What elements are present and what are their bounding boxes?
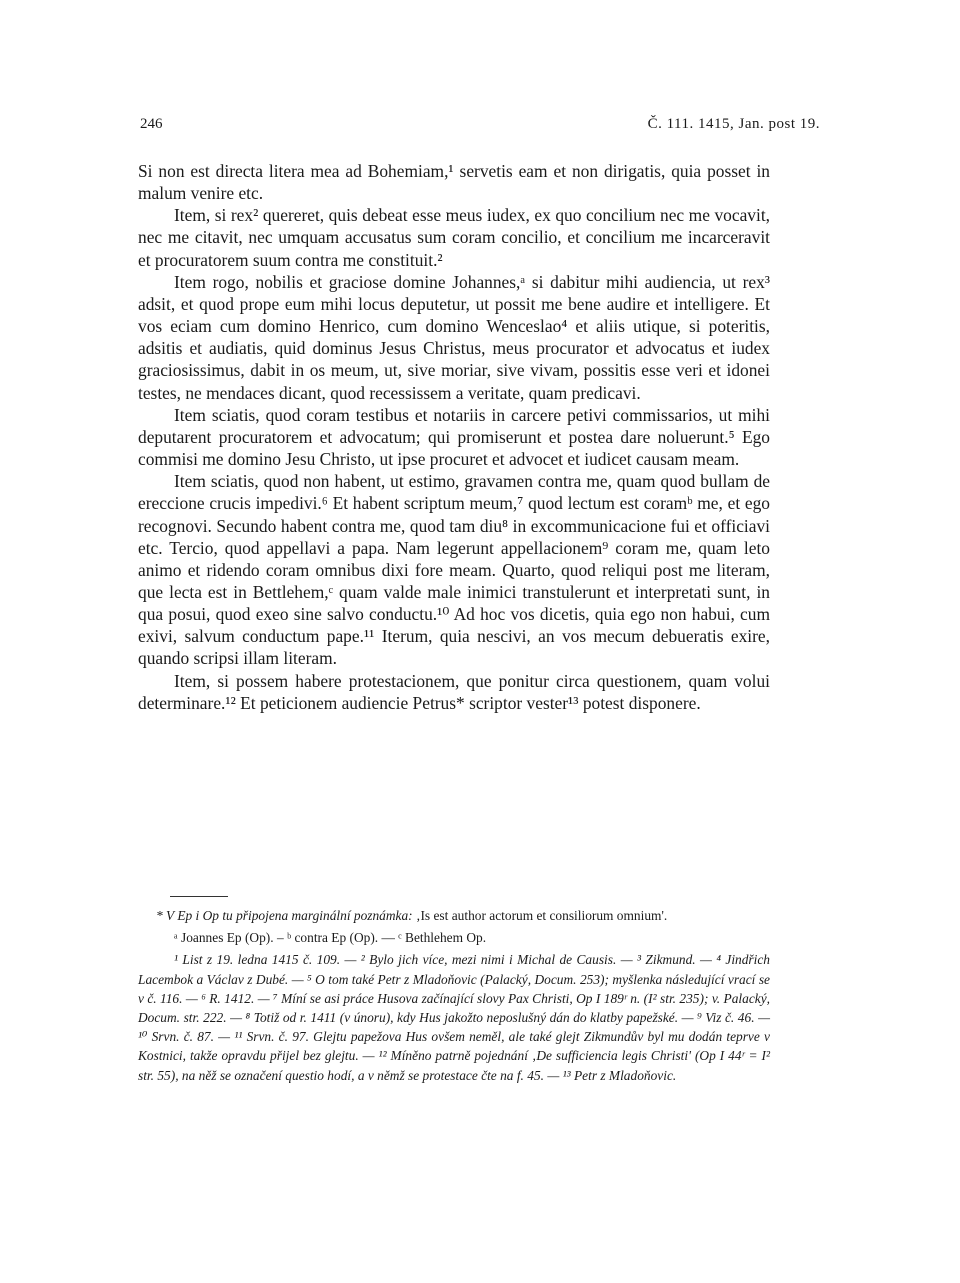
numbered-notes: ¹ List z 19. ledna 1415 č. 109. — ² Bylo jich více, mezi nimi i Michal de Causis. — ³ Zikmund. — ⁴ Jindřich Lacembok a Václav z Dubé. — ⁵ O tom také Petr z Mladoňovic (Palacký, Docum. 253); myšlenka následující vrací se v č. 116. — ⁶ R. 1412. — ⁷ Míní se asi práce Husova začínající slovy Pax Christi, Op I 189ʳ n. (I² str. 235); v. Palacký, Docum. str. 222. — ⁸ Totiž od r. 1411 (v únoru), kdy Hus jakožto neposlušný dán do klatby papežské. — ⁹ Viz č. 46. — ¹⁰ Srvn. č. 87. — ¹¹ Srvn. č. 97. Glejtu papežova Hus ovšem neměl, ale také glejt Zikmundův byl mu dodán teprve v Kostnici, takže opravdu přijel bez glejtu. — ¹² Míněno patrně pojednání ‚De sufficiencia legis Christi' (Op I 44ʳ = I² str. 55), na něž se označení questio hodí, a v němž se protestace čte na f. 45. — ¹³ Petr z Mladoňovic. [138,952,770,1083]
page-number: 246 [140,116,163,132]
paragraph: Si non est directa litera mea ad Bohemiam,¹ servetis eam et non dirigatis, quia posset in malum venire etc. [138,161,770,204]
paragraph: Item, si rex² quereret, quis debeat esse meus iudex, ex quo concilium nec me vocavit, nec me citavit, nec umquam accusatus sum coram concilio, et concilium me incarceravit et procuratorem suum contra me constituit.² [138,205,770,270]
footnotes [138,906,770,1085]
footnote-divider [170,896,228,897]
running-head: Č. 111. 1415, Jan. post 19. [647,116,820,132]
paragraph: Item sciatis, quod non habent, ut estimo, gravamen contra me, quam quod bullam de ereccione crucis impedivi.⁶ Et habent scriptum meum,⁷ quod lectum est coramᵇ me, et ego recognovi. Secundo habent contra me, quod tam diu⁸ in excommunicacione fui et officiavi etc. Tercio, quod appellavi a papa. Nam legerunt appellacionem⁹ coram me, quam leto animo et ridendo coram omnibus dixi fore meam. Quarto, quod reliqui post me literam, que lecta est in Bettlehem,ᶜ quam valde male inimici transtulerunt et interpretati sunt, in qua posui, quod exeo sine salvo conductu.¹⁰ Ad hoc vos dicetis, quia ego non habui, cum exivi, salvum conductum pape.¹¹ Iterum, quia nescivi, an vos mecum debueratis exire, quando scripsi illam literam. [138,471,770,669]
paragraph: Item sciatis, quod coram testibus et notariis in carcere petivi commissarios, ut mihi deputarent procuratorem et advocatum; qui promiserunt et postea dare noluerunt.⁵ Ego commisi me domino Jesu Christo, ut ipse procuret et advocet et iudicet causam meam. [138,404,770,470]
paragraph: Item rogo, nobilis et graciose domine Johannes,ᵃ si dabitur mihi audiencia, ut rex³ adsit, et quod prope eum mihi locus deputetur, ut possit me bene audire et intelligere. Et vos eciam cum domino Henrico, cum domino Wenceslao⁴ et aliis utique, si poteritis, adsitis et audiatis, quid dominus Jesus Christus, meus procurator et advocatus et iudex graciosissimus, dabit in os meum, ut, sive moriar, sive vivam, possitis esse veri et idonei testes, ne mendaces dicant, quod recessissem a veritate, quam predicavi. [138,271,770,403]
page-header [140,116,820,136]
asterisk-footnote-quote: ‚Is est author actorum et consiliorum omnium'. [412,908,668,923]
paragraph: Item, si possem habere protestacionem, que ponitur circa questionem, quam volui determinare.¹² Et peticionem audiencie Petrus* scriptor vester¹³ potest disponere. [138,670,770,713]
asterisk-footnote [138,906,770,925]
variant-notes: ᵃ Joannes Ep (Op). – ᵇ contra Ep (Op). — ᶜ Bethlehem Op. [174,930,487,946]
main-text [138,160,770,714]
asterisk-footnote-italic: * V Ep i Op tu připojena marginální poznámka: [156,908,413,923]
